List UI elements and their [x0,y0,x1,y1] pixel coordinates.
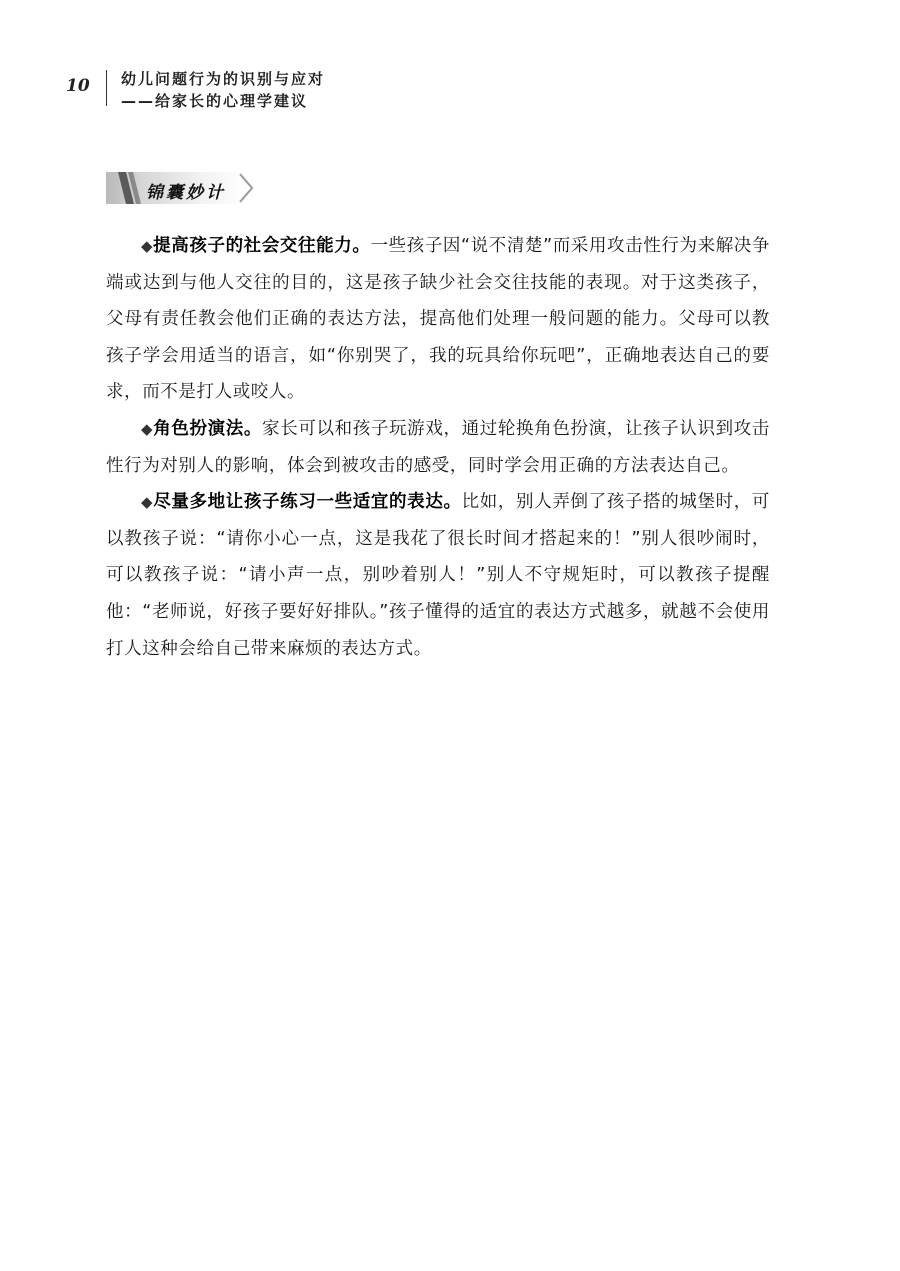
paragraph-expression-practice [106,484,770,667]
book-title: 幼儿问题行为的识别与应对 [121,70,326,88]
diamond-bullet-icon: ◆ [141,419,154,438]
paragraph-body: 一些孩子因“说不清楚”而采用攻击性行为来解决争端或达到与他人交往的目的，这是孩子缺少社会交往技能的表现。对于这类孩子，父母有责任教会他们正确的表达方法，提高他们处理一般问题的能力。父母可以教孩子学会用适当的语言，如“你别哭了，我的玩具给你玩吧”，正确地表达自己的要求，而不是打人或咬人。 [106,236,771,403]
main-content [106,228,770,667]
diamond-bullet-icon: ◆ [141,237,154,255]
paragraph-lead: 提高孩子的社会交往能力。 [153,236,371,256]
paragraph-lead: 角色扮演法。 [153,418,263,439]
section-banner [106,172,256,204]
paragraph-social-skills [106,228,770,411]
book-subtitle: ——给家长的心理学建议 [121,92,309,110]
section-banner-label: 锦囊妙计 [146,183,226,203]
page-header [0,0,900,130]
paragraph-role-play [106,411,770,484]
page-number: 10 [66,76,90,96]
paragraph-body: 家长可以和孩子玩游戏，通过轮换角色扮演，让孩子认识到攻击性行为对别人的影响，体会到被攻击的感受，同时学会用正确的方法表达自己。 [106,418,770,476]
paragraph-lead: 尽量多地让孩子练习一些适宜的表达。 [153,492,462,513]
paragraph-body: 比如，别人弄倒了孩子搭的城堡时，可以教孩子说：“请你小心一点，这是我花了很长时间才搭起来的！”别人很吵闹时，可以教孩子说：“请小声一点，别吵着别人！”别人不守规矩时，可以教孩子提醒他：“老师说，好孩子要好好排队。”孩子懂得的适宜的表达方式越多，就越不会使用打人这种会给自己带来麻烦的表达方式。 [106,492,771,659]
diamond-bullet-icon: ◆ [141,493,154,512]
header-divider [106,70,107,106]
